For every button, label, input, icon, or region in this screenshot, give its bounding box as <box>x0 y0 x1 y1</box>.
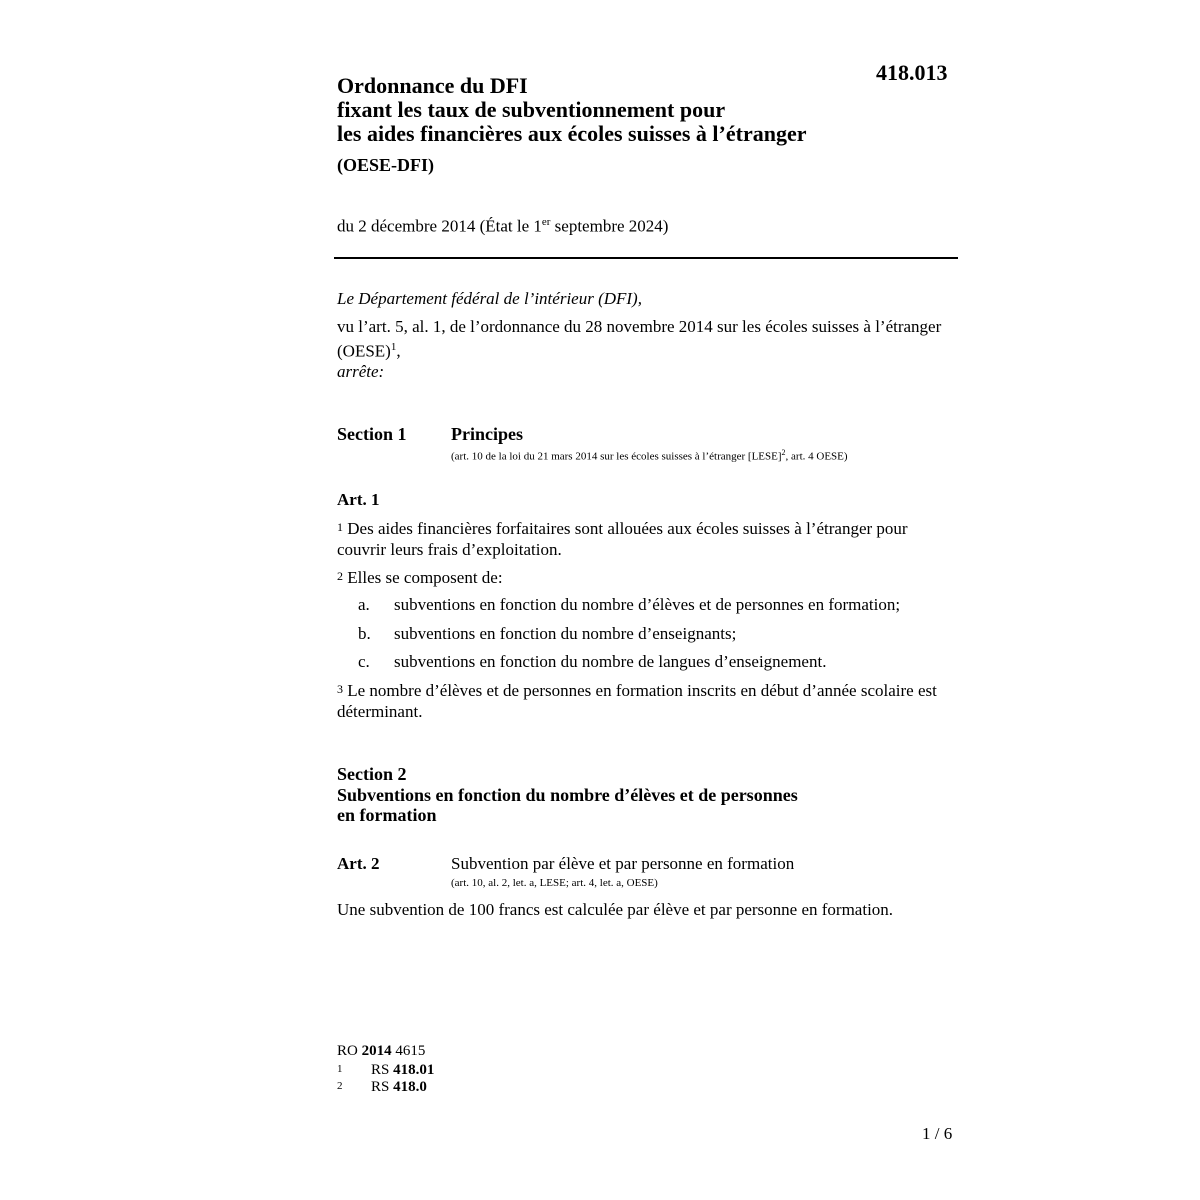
list-item-letter: a. <box>358 595 370 614</box>
intro-department: Le Département fédéral de l’intérieur (DFI), <box>337 289 642 308</box>
section-2-title-line: Subventions en fonction du nombre d’élèves et de personnes <box>337 784 798 805</box>
document-number: 418.013 <box>876 60 948 85</box>
title-line: Ordonnance du DFI <box>337 73 528 98</box>
list-item: subventions en fonction du nombre d’élèves et de personnes en formation; <box>394 595 901 614</box>
article-2-text: Une subvention de 100 francs est calculée par élève et par personne en formation. <box>337 900 894 919</box>
article-1-label: Art. 1 <box>337 490 380 509</box>
header-divider <box>334 257 958 259</box>
page-number: 1 / 6 <box>922 1124 953 1143</box>
section-2-title-line: en formation <box>337 805 437 825</box>
title-line: les aides financières aux écoles suisses à l’étranger <box>337 121 807 146</box>
footnote-ref[interactable]: 2 <box>781 448 786 457</box>
section-2-label: Section 2 <box>337 764 407 784</box>
article-1-paragraph-2: $^2$ Elles se composent de: <box>337 568 503 587</box>
list-item-letter: c. <box>358 652 370 671</box>
intro-arrete: arrête: <box>337 362 385 381</box>
footnote-ref[interactable]: 1 <box>390 341 397 353</box>
section-1-label: Section 1 <box>337 424 407 444</box>
document-title <box>337 74 806 146</box>
section-2-heading <box>337 764 798 826</box>
short-title: (OESE-DFI) <box>337 155 435 175</box>
section-1-title: Principes <box>451 424 523 444</box>
footnote-text[interactable]: RS 418.0 <box>371 1079 427 1095</box>
footnote-number: 2 <box>337 1080 343 1092</box>
list-item: subventions en fonction du nombre d’enseignants; <box>394 624 737 643</box>
title-line: fixant les taux de subventionnement pour <box>337 97 726 122</box>
footnote-text[interactable]: RS 418.01 <box>371 1062 435 1078</box>
article-1-paragraph-1: $^1$ Des aides financières forfaitaires sont allouées aux écoles suisses à l’étranger pour couvrir leurs frais d’exploitation. <box>337 519 908 559</box>
section-1-reference: (art. 10 de la loi du 21 mars 2014 sur les écoles suisses à l’étranger [LESE]$^2$, art. 4 OESE) <box>451 448 848 463</box>
list-item-letter: b. <box>358 624 371 643</box>
article-2-title: Subvention par élève et par personne en formation <box>451 854 795 873</box>
article-1-paragraph-3: $^3$ Le nombre d’élèves et de personnes en formation inscrits en début d’année scolaire est déterminant. <box>337 681 937 721</box>
footnote-ro: RO 2014 4615 <box>337 1043 426 1059</box>
article-2-reference: (art. 10, al. 2, let. a, LESE; art. 4, let. a, OESE) <box>451 877 658 889</box>
footnote-number: 1 <box>337 1063 343 1075</box>
article-2-label: Art. 2 <box>337 854 380 873</box>
intro-legal-basis: vu l’art. 5, al. 1, de l’ordonnance du 28 novembre 2014 sur les écoles suisses à l’étranger (OESE)$^1$, <box>337 317 942 361</box>
list-item: subventions en fonction du nombre de langues d’enseignement. <box>394 652 827 671</box>
document-date: du 2 décembre 2014 (État le 1er septembre 2024) <box>337 216 669 236</box>
